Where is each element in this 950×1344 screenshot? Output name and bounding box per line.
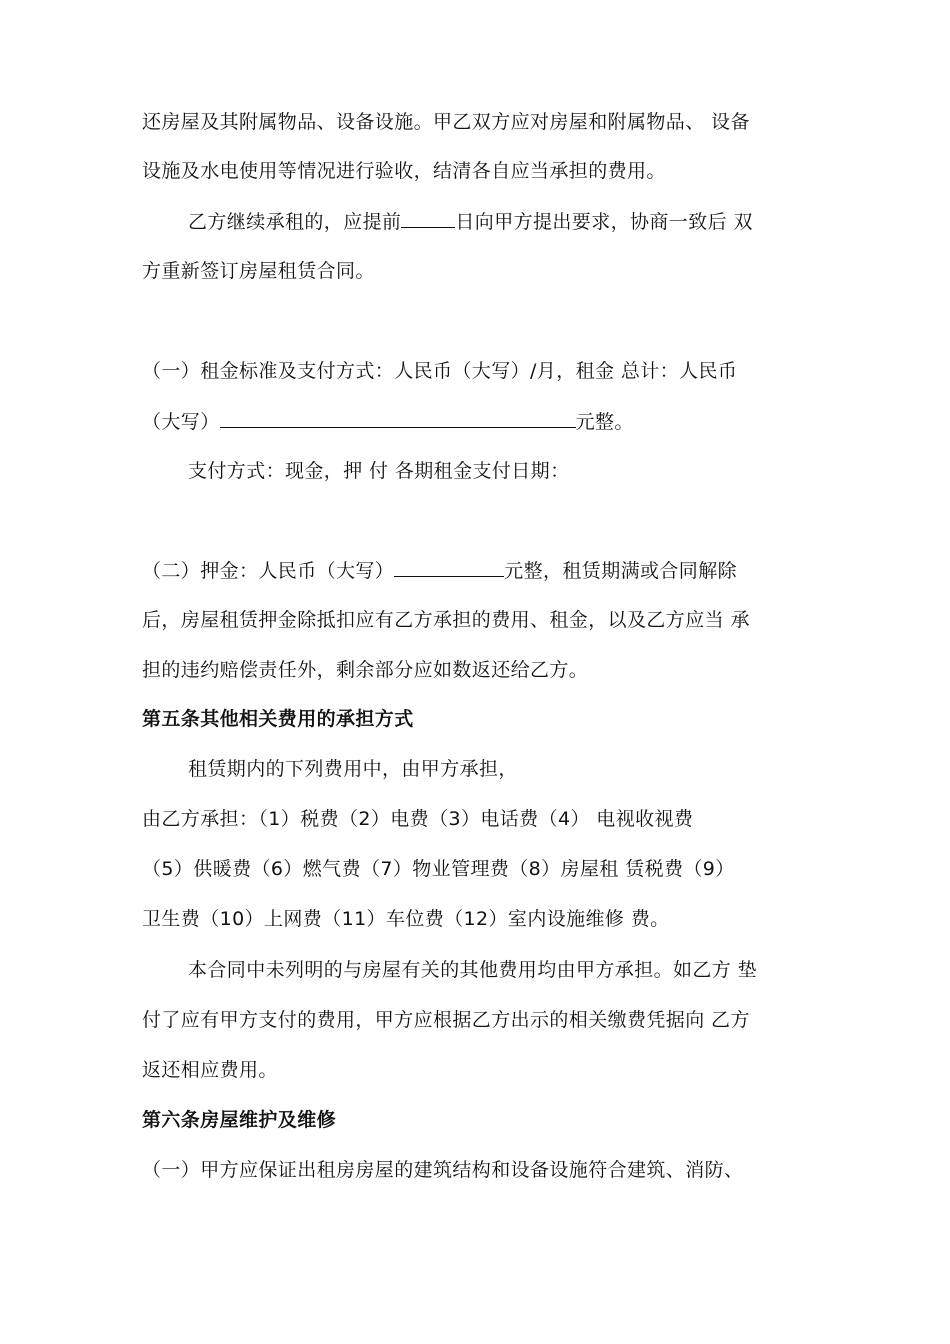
- text: 租赁期内的下列费用中，由甲方承担，: [188, 758, 518, 780]
- text: 付了应有甲方支付的费用，甲方应根据乙方出示的相关缴费凭据向 乙方: [142, 1009, 750, 1031]
- paragraph-line: [142, 1158, 743, 1182]
- paragraph-line: [142, 807, 693, 831]
- text: （一）租金标准及支付方式：人民币（大写）/月，租金 总计：人民币: [142, 360, 738, 382]
- text: （二）押金：人民币（大写）: [142, 560, 395, 582]
- text: 还房屋及其附属物品、设备设施。甲乙双方应对房屋和附属物品、 设备: [142, 111, 750, 133]
- paragraph-line: [188, 757, 518, 781]
- text: 元整，租赁期满或合同解除: [504, 560, 738, 582]
- text: 日向甲方提出要求，协商一致后 双: [455, 211, 753, 233]
- text: 担的违约赔偿责任外，剩余部分应如数返还给乙方。: [142, 659, 589, 681]
- paragraph-line: [188, 459, 569, 483]
- paragraph-line: [142, 907, 670, 931]
- text: 元整。: [575, 411, 634, 433]
- text: （5）供暖费（6）燃气费（7）物业管理费（8）房屋租 赁税费（9）: [142, 858, 735, 880]
- paragraph-line: [142, 359, 737, 383]
- paragraph-line: [142, 608, 750, 632]
- text: 卫生费（10）上网费（11）车位费（12）室内设施维修 费。: [142, 908, 670, 930]
- fill-in-blank: [401, 209, 455, 228]
- text: 由乙方承担：（1）税费（2）电费（3）电话费（4） 电视收视费: [142, 808, 694, 830]
- paragraph-line: [142, 1058, 278, 1082]
- paragraph-line: [142, 259, 375, 283]
- paragraph-line: [142, 1008, 750, 1032]
- fill-in-blank: [394, 558, 504, 577]
- section-heading: [142, 1108, 336, 1132]
- paragraph-line: [142, 409, 634, 434]
- paragraph-line: [142, 857, 735, 881]
- text: 方重新签订房屋租赁合同。: [142, 260, 375, 282]
- fill-in-blank: [220, 409, 576, 428]
- text: 第六条房屋维护及维修: [142, 1109, 337, 1131]
- paragraph-line: [188, 958, 757, 982]
- text: 乙方继续承租的，应提前: [188, 211, 402, 233]
- text: （大写）: [142, 411, 220, 433]
- text: 支付方式：现金，押 付 各期租金支付日期：: [188, 460, 570, 482]
- section-heading: [142, 707, 414, 731]
- paragraph-line: [142, 110, 750, 134]
- paragraph-line: [188, 209, 753, 234]
- paragraph-line: [142, 558, 737, 583]
- paragraph-line: [142, 159, 666, 183]
- text: 后，房屋租赁押金除抵扣应有乙方承担的费用、租金，以及乙方应当 承: [142, 609, 750, 631]
- text: 本合同中未列明的与房屋有关的其他费用均由甲方承担。如乙方 垫: [188, 959, 758, 981]
- text: 第五条其他相关费用的承担方式: [142, 708, 414, 730]
- text: （一）甲方应保证出租房房屋的建筑结构和设备设施符合建筑、消防、: [142, 1159, 744, 1181]
- text: 设施及水电使用等情况进行验收，结清各自应当承担的费用。: [142, 160, 666, 182]
- paragraph-line: [142, 658, 588, 682]
- text: 返还相应费用。: [142, 1059, 278, 1081]
